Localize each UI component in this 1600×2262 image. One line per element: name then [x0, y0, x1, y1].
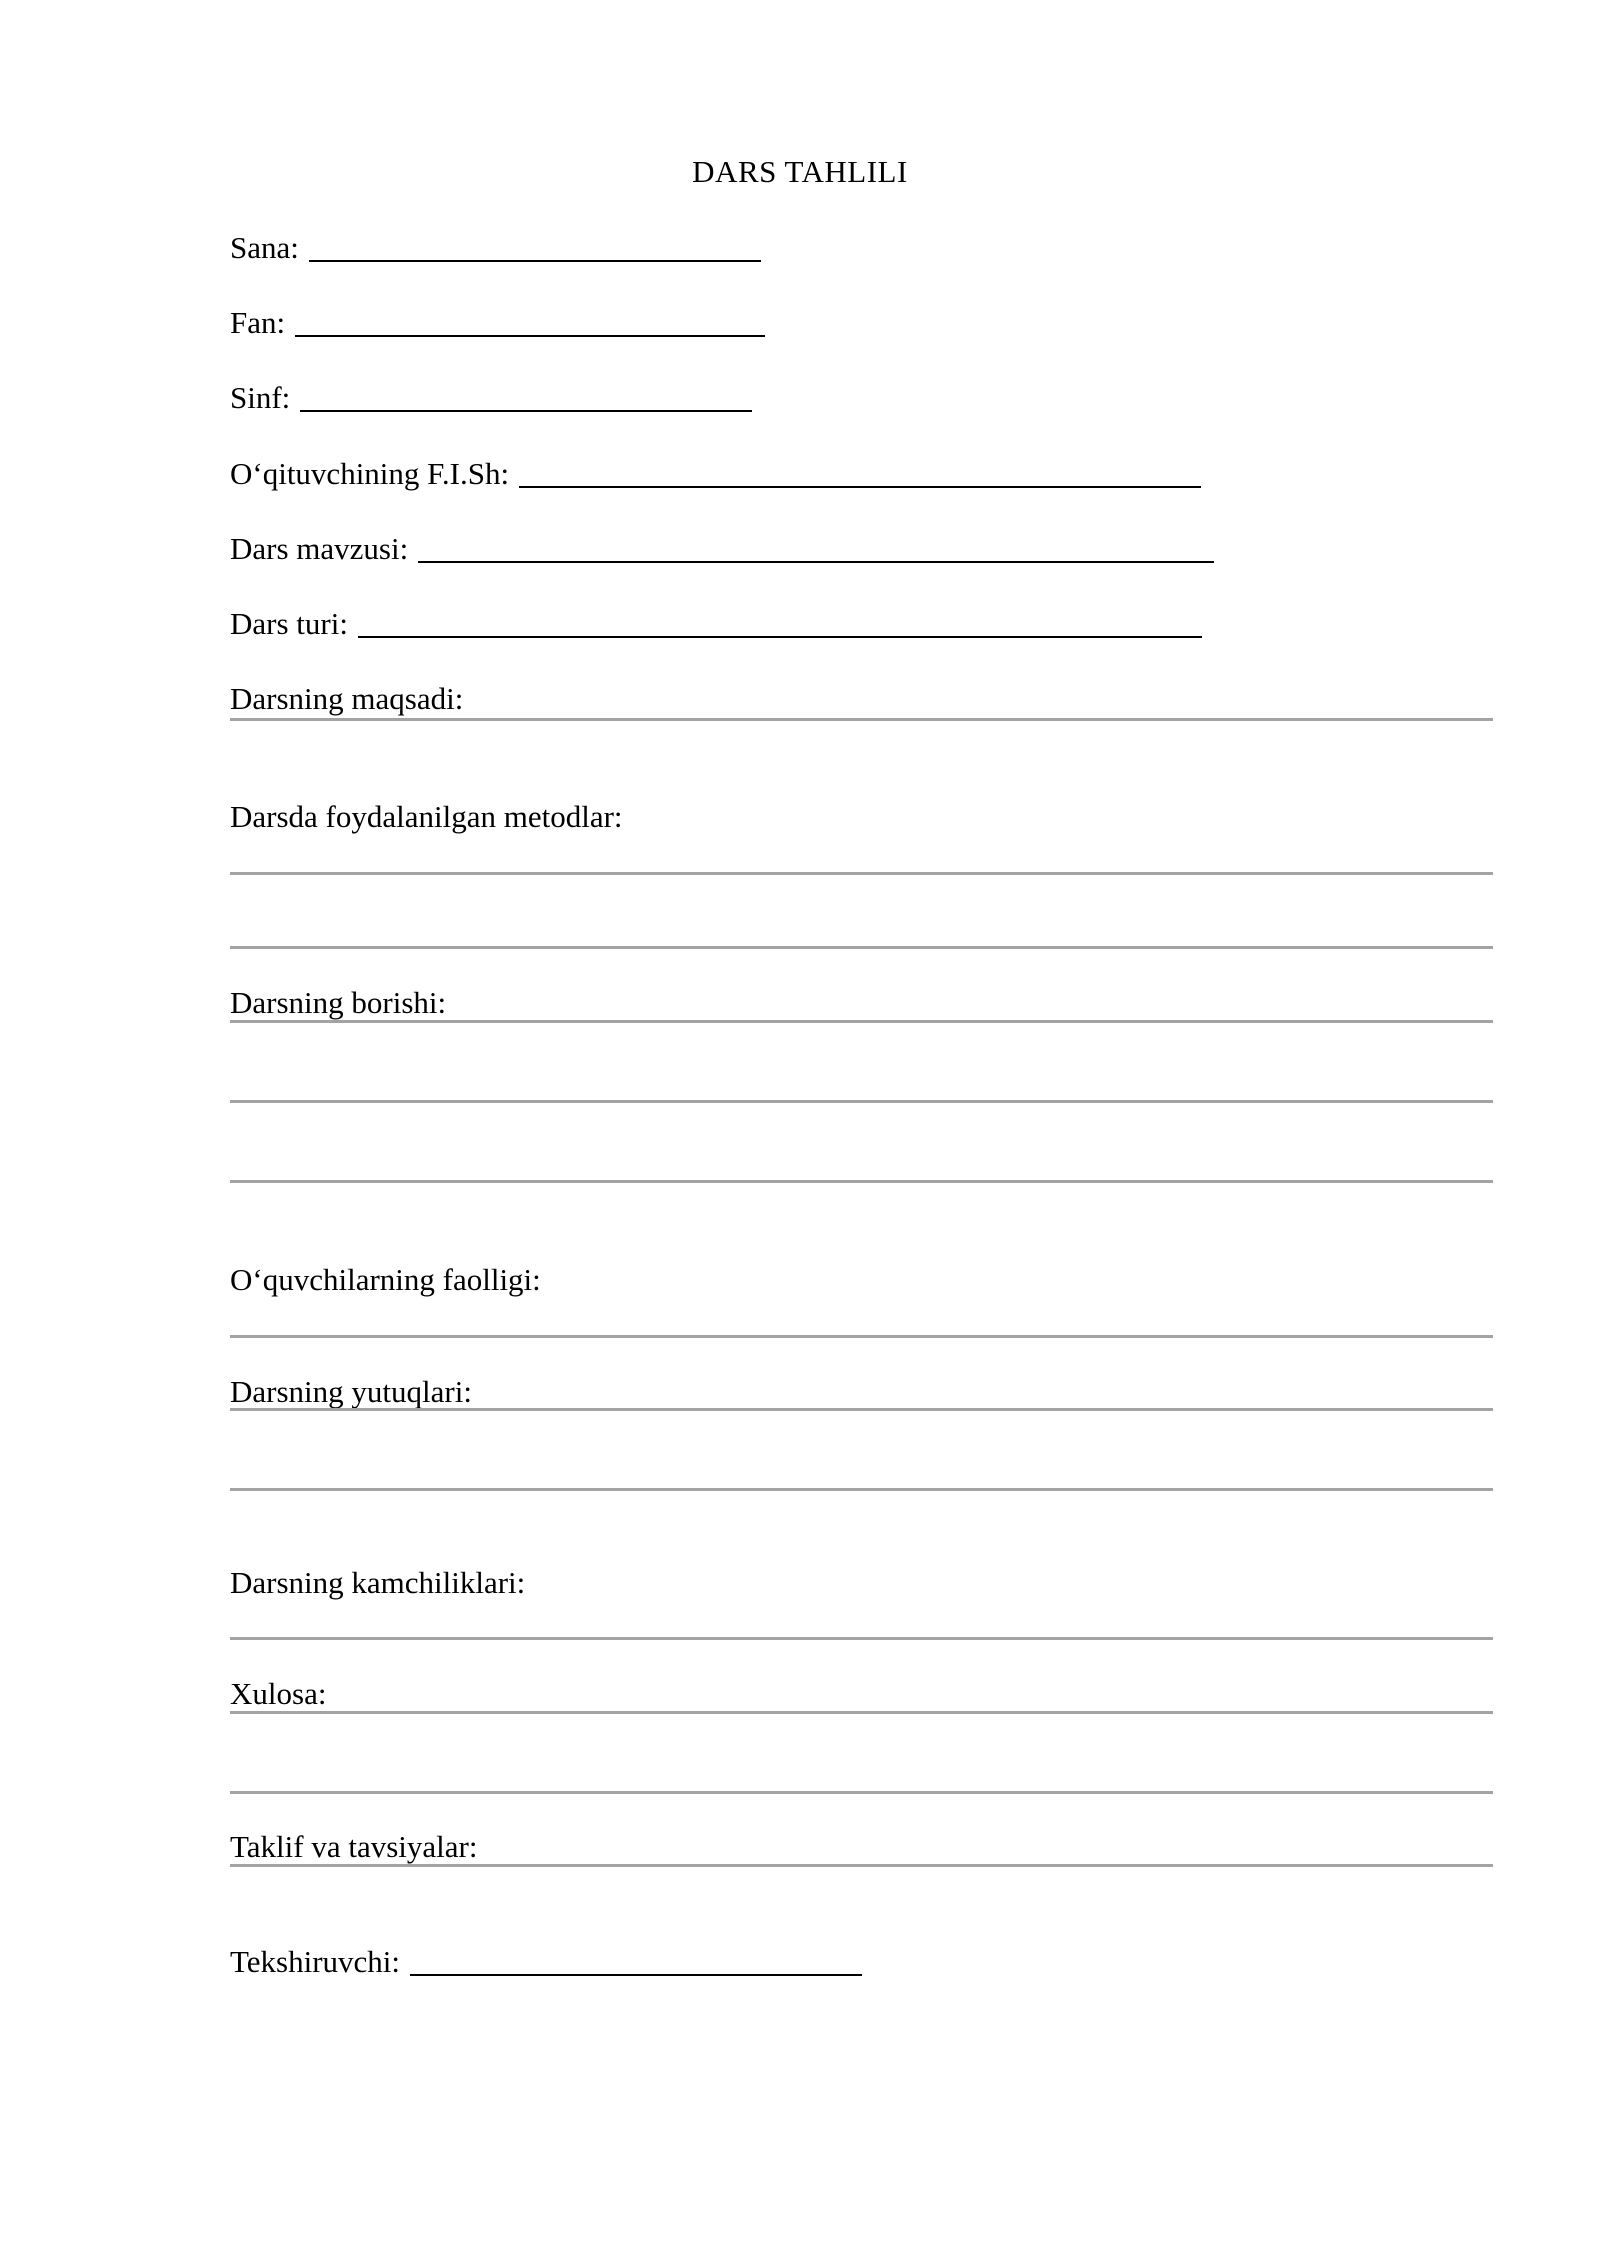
section-faollik-label: O‘quvchilarning faolligi: — [230, 1262, 541, 1297]
field-mavzu-line[interactable] — [418, 531, 1214, 563]
field-oqituvchi — [230, 454, 1201, 494]
field-fan-label: Fan: — [230, 305, 286, 340]
field-tekshiruvchi — [230, 1942, 862, 1982]
section-xulosa-label: Xulosa: — [230, 1676, 327, 1711]
section-xulosa-rule-2[interactable] — [230, 1791, 1493, 1794]
field-sana-label: Sana: — [230, 230, 299, 265]
section-xulosa-rule-1[interactable] — [230, 1711, 1493, 1714]
field-turi-line[interactable] — [358, 606, 1202, 638]
field-sinf-line[interactable] — [300, 380, 752, 412]
section-borishi-rule-1[interactable] — [230, 1020, 1493, 1023]
section-yutuqlar-rule-2[interactable] — [230, 1488, 1493, 1491]
field-oqituvchi-label: O‘qituvchining F.I.Sh: — [230, 456, 510, 491]
section-kamchiliklar-label: Darsning kamchiliklari: — [230, 1565, 526, 1600]
field-oqituvchi-line[interactable] — [519, 456, 1201, 488]
field-fan-line[interactable] — [295, 305, 765, 337]
document-title: DARS TAHLILI — [692, 154, 908, 189]
section-metodlar-label: Darsda foydalanilgan metodlar: — [230, 799, 623, 834]
field-tekshiruvchi-line[interactable] — [410, 1944, 862, 1976]
section-maqsad-rule-1[interactable] — [230, 718, 1493, 721]
field-sinf-label: Sinf: — [230, 380, 291, 415]
section-taklif-label: Taklif va tavsiyalar: — [230, 1829, 478, 1864]
section-kamchiliklar-rule-1[interactable] — [230, 1637, 1493, 1640]
section-maqsad-label: Darsning maqsadi: — [230, 681, 464, 716]
section-faollik-rule-1[interactable] — [230, 1335, 1493, 1338]
field-sinf — [230, 378, 752, 418]
section-metodlar-rule-1[interactable] — [230, 872, 1493, 875]
section-metodlar-rule-2[interactable] — [230, 946, 1493, 949]
field-mavzu — [230, 529, 1214, 569]
section-yutuqlar-label: Darsning yutuqlari: — [230, 1374, 472, 1409]
field-turi-label: Dars turi: — [230, 606, 348, 641]
field-fan — [230, 303, 765, 343]
section-borishi-rule-3[interactable] — [230, 1180, 1493, 1183]
section-yutuqlar-rule-1[interactable] — [230, 1408, 1493, 1411]
section-taklif-rule-1[interactable] — [230, 1864, 1493, 1867]
field-turi — [230, 604, 1202, 644]
section-borishi-rule-2[interactable] — [230, 1100, 1493, 1103]
field-sana-line[interactable] — [309, 230, 761, 262]
field-tekshiruvchi-label: Tekshiruvchi: — [230, 1944, 401, 1979]
field-sana — [230, 228, 761, 268]
section-borishi-label: Darsning borishi: — [230, 985, 447, 1020]
field-mavzu-label: Dars mavzusi: — [230, 531, 409, 566]
